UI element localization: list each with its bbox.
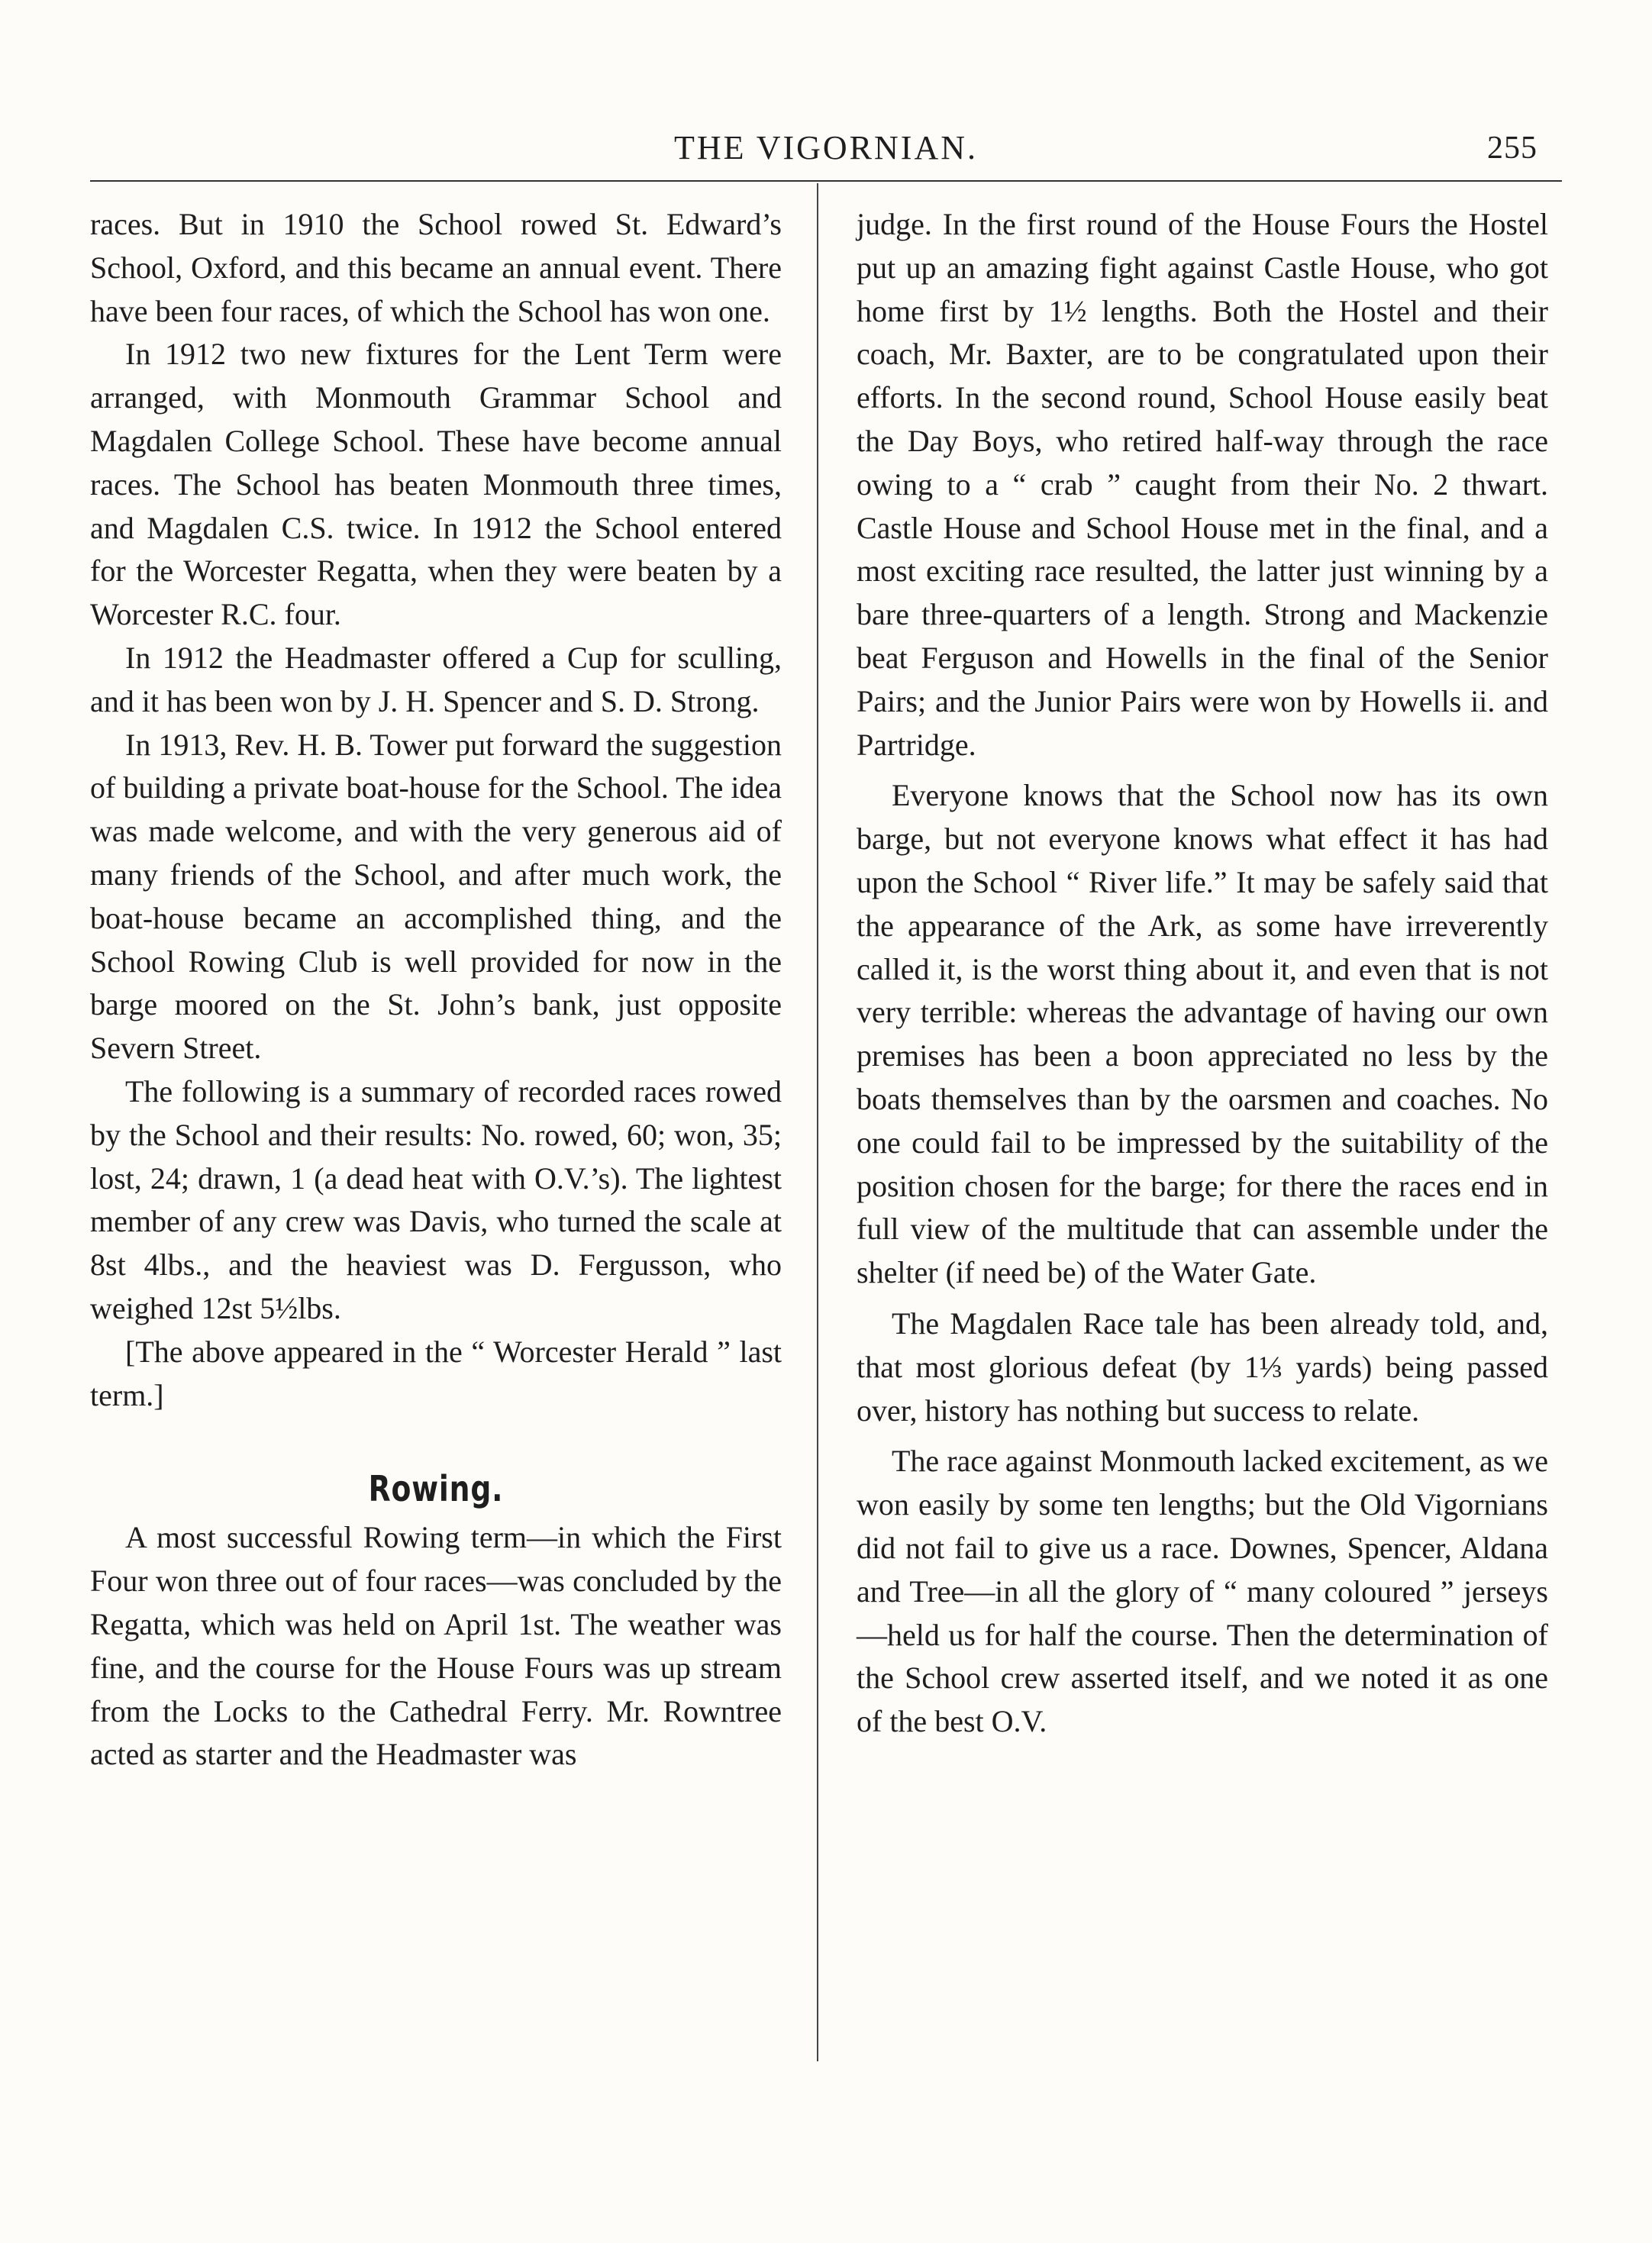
header-rule — [90, 180, 1562, 182]
paragraph: The race against Monmouth lacked excitement, as we won easily by some ten lengths; but the Old Vigornians did not fail to give us a race. Downes, Spencer, Aldana and Tree—in all the glory of “ many coloured ” jerseys—held us for half the course. Then the determination of the School crew asserted itself, and we noted it as one of the best O.V. — [857, 1444, 1548, 1739]
paragraph: In 1913, Rev. H. B. Tower put forward the suggestion of building a private boat-house for the School. The idea was made welcome, and with the very generous aid of many friends of the School, and after much work, the boat-house became an accomplished thing, and the School Rowing Club is well provided for now in the barge moored on the St. John’s bank, just opposite Severn Street. — [90, 727, 782, 1066]
paragraph: Everyone knows that the School now has its own barge, but not everyone knows what effect it has had upon the School “ River life.” It may be safely said that the appearance of the Ark, as some have irreverently called it, is the worst thing about it, and even that is not very terrible: whereas the advantage of having our own premises has been a boon appreciated no less by the boats themselves than by the oarsmen and coaches. No one could fail to be impressed by the suitability of the position chosen for the barge; for there the races end in full view of the multitude that can assemble under the shelter (if need be) of the Water Gate. — [857, 778, 1548, 1290]
running-header-title: THE VIGORNIAN. — [673, 129, 979, 166]
paragraph: The Magdalen Race tale has been already told, and, that most glorious defeat (by 1⅓ yards) being passed over, history has nothing but success to relate. — [857, 1305, 1548, 1428]
paragraph: A most successful Rowing term—in which the First Four won three out of four races—was concluded by the Regatta, which was held on April 1st. The weather was fine, and the course for the House Fours was up stream from the Locks to the Cathedral Ferry. Mr. Rowntree acted as starter and the Headmaster was — [90, 1520, 782, 1772]
paragraph: In 1912 two new fixtures for the Lent Term were arranged, with Monmouth Grammar School and Magdalen College School. These have become annual races. The School has beaten Monmouth three times, and Magdalen C.S. twice. In 1912 the School entered for the Worcester Regatta, when they were beaten by a Worcester R.C. four. — [90, 337, 782, 632]
paragraph: judge. In the first round of the House Fours the Hostel put up an amazing fight against Castle House, who got home first by 1½ lengths. Both the Hostel and their coach, Mr. Baxter, are to be congratulated upon their efforts. In the second round, School House easily beat the Day Boys, who retired half-way through the race owing to a “ crab ” caught from their No. 2 thwart. Castle House and School House met in the final, and a most exciting race resulted, the latter just winning by a bare three-quarters of a length. Strong and Mackenzie beat Ferguson and Howells in the final of the Senior Pairs; and the Junior Pairs were won by Howells ii. and Partridge. — [857, 207, 1548, 762]
right-column — [857, 203, 1548, 1744]
paragraph: races. But in 1910 the School rowed St. Edward’s School, Oxford, and this became an annual event. There have been four races, of which the School has won one. — [90, 207, 782, 328]
section-heading-rowing: Rowing. — [368, 1468, 504, 1510]
paragraph: In 1912 the Headmaster offered a Cup for sculling, and it has been won by J. H. Spencer and S. D. Strong. — [90, 640, 782, 718]
left-column — [90, 203, 782, 1777]
column-divider — [817, 183, 818, 2061]
page-number: 255 — [1487, 131, 1537, 166]
paragraph: [The above appeared in the “ Worcester Herald ” last term.] — [90, 1334, 782, 1412]
paragraph: The following is a summary of recorded races rowed by the School and their results: No. rowed, 60; won, 35; lost, 24; drawn, 1 (a dead heat with O.V.’s). The lightest member of any crew was Davis, who turned the scale at 8st 4lbs., and the heaviest was D. Fergusson, who weighed 12st 5½lbs. — [90, 1073, 782, 1325]
